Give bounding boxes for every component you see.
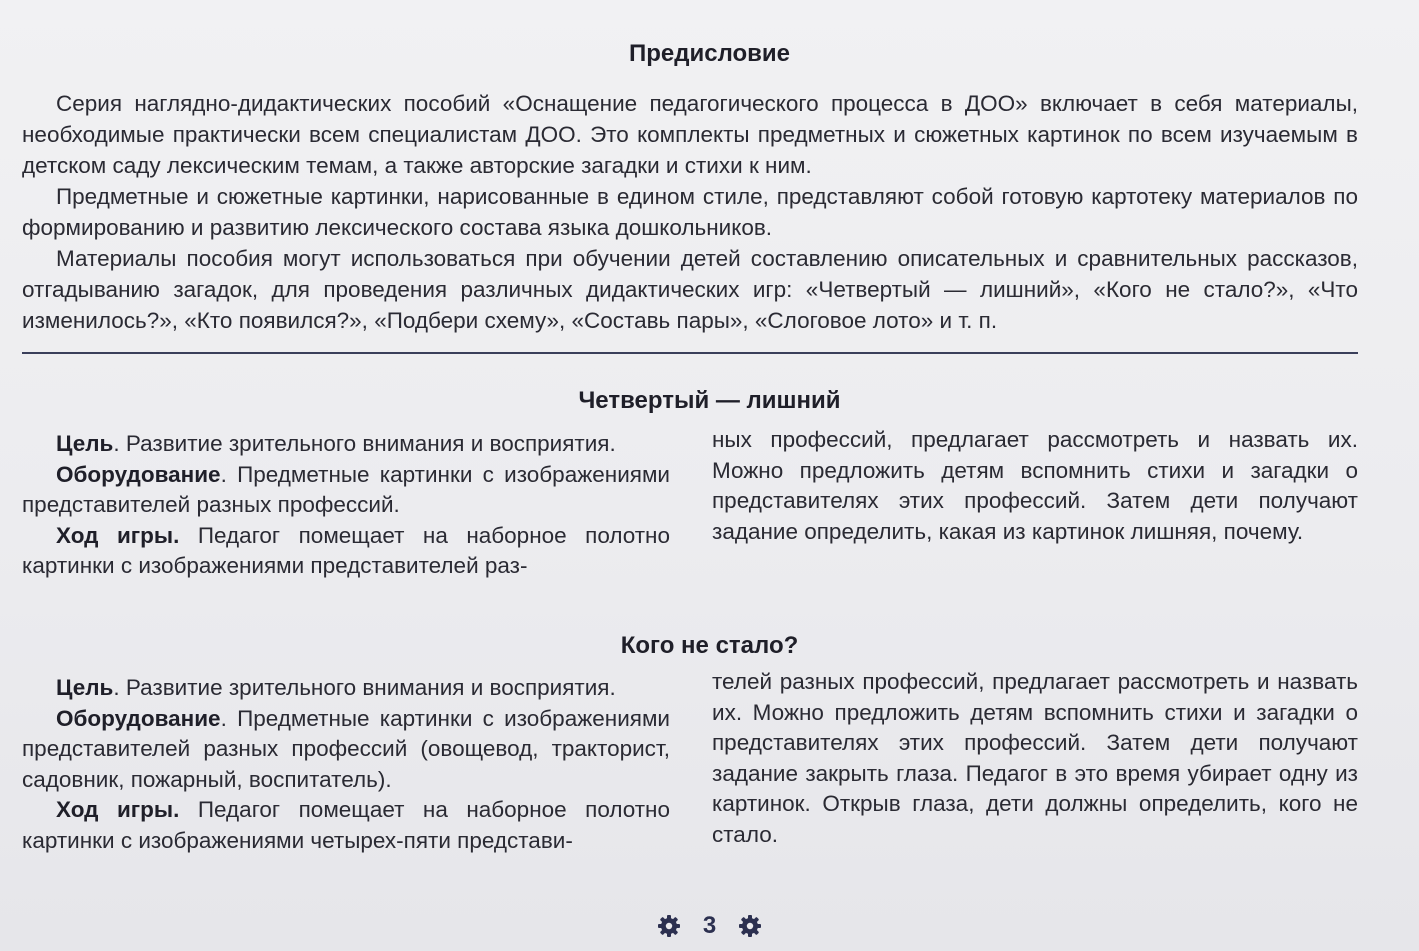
game1-goal xyxy=(22,429,670,460)
game1-equipment-label: Оборудование xyxy=(56,461,221,487)
game2-title: Кого не стало? xyxy=(620,632,799,659)
game1-left-column xyxy=(22,429,670,582)
game1-course-label: Ход игры. xyxy=(56,522,180,548)
preface-body xyxy=(22,88,1358,336)
game2-right-column xyxy=(712,667,1358,850)
game2-equipment xyxy=(22,704,670,796)
page-footer xyxy=(0,912,1419,940)
section-divider xyxy=(22,352,1358,354)
preface-paragraph-2: Предметные и сюжетные картинки, нарисованные в едином стиле, представляют собой готовую картотеку материалов по формированию и развитию лексического состава языка дошкольников. xyxy=(22,184,1358,240)
preface-title: Предисловие xyxy=(628,40,791,67)
game1-course-text: Педагог помещает на наборное полотно картинки с изображениями представителей раз- xyxy=(22,522,670,578)
game2-goal xyxy=(22,673,670,704)
game1-goal-label: Цель xyxy=(56,431,114,456)
game2-course-label: Ход игры. xyxy=(56,797,180,822)
game2-goal-label: Цель xyxy=(56,675,114,700)
game2-course-continued: телей разных профессий, предлагает рассмотреть и назвать их. Можно предложить детям вспомнить стихи и загадки о представителях этих профессий. Затем дети получают задание закрыть глаза. Педагог в это время убирает одну из картинок. Открыв глаза, дети должны определить, кого не стало. xyxy=(712,669,1358,847)
game2-equipment-text: . Предметные картинки с изображениями представителей разных профессий (овощевод, тракторист, садовник, пожарный, воспитатель). xyxy=(22,705,670,792)
gear-icon xyxy=(738,914,762,938)
gear-icon xyxy=(657,914,681,938)
game1-course-continued: ных профессий, предлагает рассмотреть и назвать их. Можно предложить детям вспомнить стихи и загадки о представителях этих профессий. Затем дети получают задание определить, какая из картинок лишняя, почему. xyxy=(712,427,1358,544)
preface-paragraph-1: Серия наглядно-дидактических пособий «Оснащение педагогического процесса в ДОО» включает в себя материалы, необходимые практически всем специалистам ДОО. Это комплекты предметных и сюжетных картинок по всем изучаемым в детском саду лексическим темам, а также авторские загадки и стихи к ним. xyxy=(22,91,1358,178)
preface-paragraph-3: Материалы пособия могут использоваться при обучении детей составлению описательных и сравнительных рассказов, отгадыванию загадок, для проведения различных дидактических игр: «Четвертый — лишний», «Кого не стало?», «Что изменилось?», «Кто появился?», «Подбери схему», «Составь пары», «Слоговое лото» и т. п. xyxy=(22,246,1358,333)
game1-goal-text: . Развитие зрительного внимания и восприятия. xyxy=(113,431,616,456)
game1-right-column xyxy=(712,425,1358,547)
game1-title: Четвертый — лишний xyxy=(578,387,841,414)
game1-equipment xyxy=(22,460,670,521)
game1-course xyxy=(22,521,670,582)
game2-goal-text: . Развитие зрительного внимания и восприятия. xyxy=(113,675,616,700)
game2-equipment-label: Оборудование xyxy=(56,705,221,731)
game1-equipment-text: . Предметные картинки с изображениями представителей разных профессий. xyxy=(22,461,670,517)
page-number: 3 xyxy=(702,912,717,939)
game2-course-text: Педагог помещает на наборное полотно картинки с изображениями четырех-пяти представи- xyxy=(22,797,670,853)
game2-left-column xyxy=(22,673,670,856)
game2-course xyxy=(22,795,670,856)
